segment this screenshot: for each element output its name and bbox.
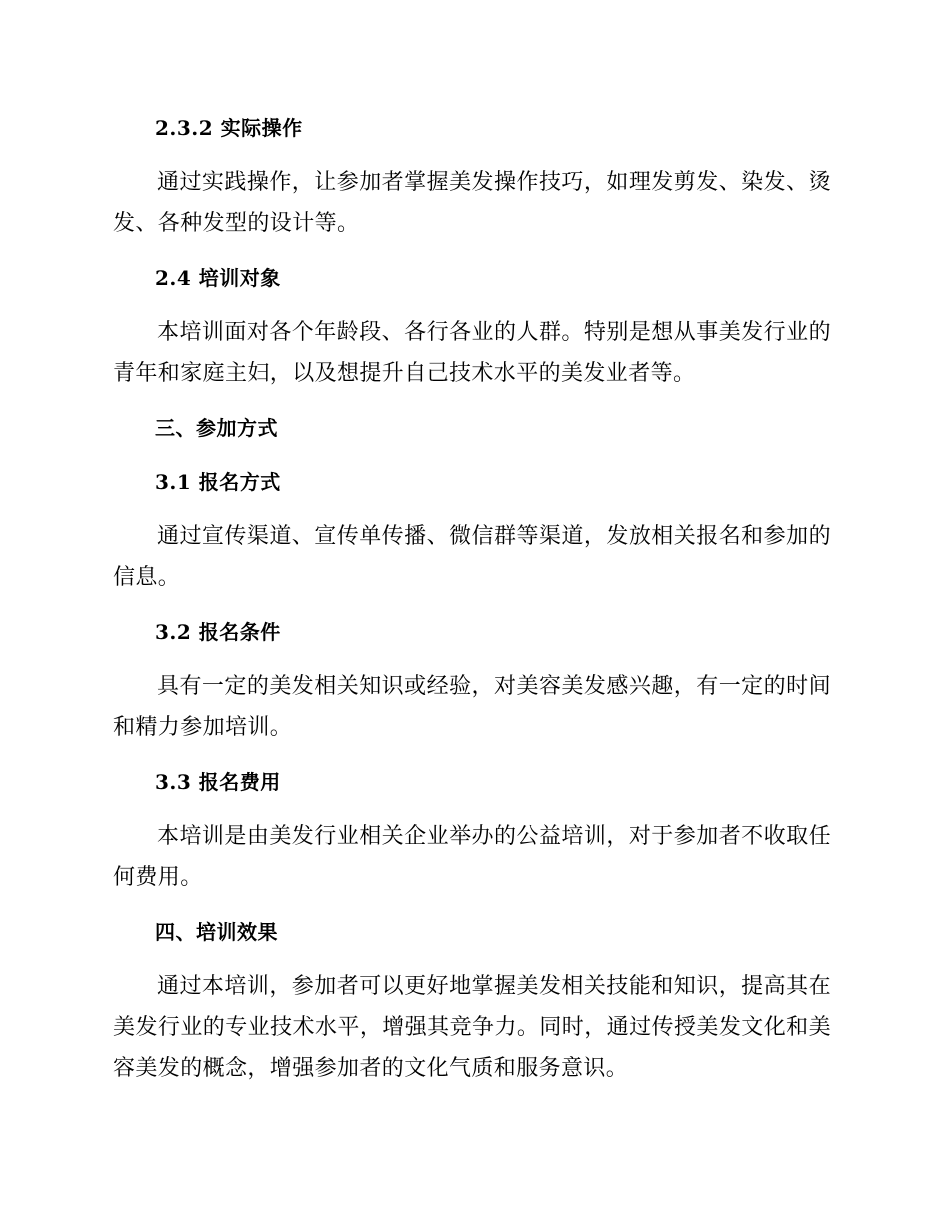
section-heading-3-1: 3.1 报名方式 <box>155 470 281 494</box>
section-heading-2-3-2: 2.3.2 实际操作 <box>155 116 303 140</box>
section-text-4: 通过本培训，参加者可以更好地掌握美发相关技能和知识，提高其在美发行业的专业技术水平，增强其竞争力。同时，通过传授美发文化和美容美发的概念，增强参加者的文化气质和服务意识。 <box>113 974 831 1081</box>
document-page <box>113 108 831 1089</box>
section-text-2-4: 本培训面对各个年龄段、各行各业的人群。特别是想从事美发行业的青年和家庭主妇，以及想提升自己技术水平的美发业者等。 <box>113 320 831 386</box>
section-heading-4: 四、培训效果 <box>155 920 278 944</box>
section-heading-3-2: 3.2 报名条件 <box>155 620 281 644</box>
section-text-3-3: 本培训是由美发行业相关企业举办的公益培训，对于参加者不收取任何费用。 <box>113 824 831 890</box>
section-text-2-3-2: 通过实践操作，让参加者掌握美发操作技巧，如理发剪发、染发、烫发、各种发型的设计等。 <box>113 170 831 236</box>
section-heading-2-4: 2.4 培训对象 <box>155 266 281 290</box>
section-text-3-2: 具有一定的美发相关知识或经验，对美容美发感兴趣，有一定的时间和精力参加培训。 <box>113 674 831 740</box>
section-heading-3: 三、参加方式 <box>155 416 278 440</box>
section-heading-3-3: 3.3 报名费用 <box>155 770 281 794</box>
section-text-3-1: 通过宣传渠道、宣传单传播、微信群等渠道，发放相关报名和参加的信息。 <box>113 524 831 590</box>
